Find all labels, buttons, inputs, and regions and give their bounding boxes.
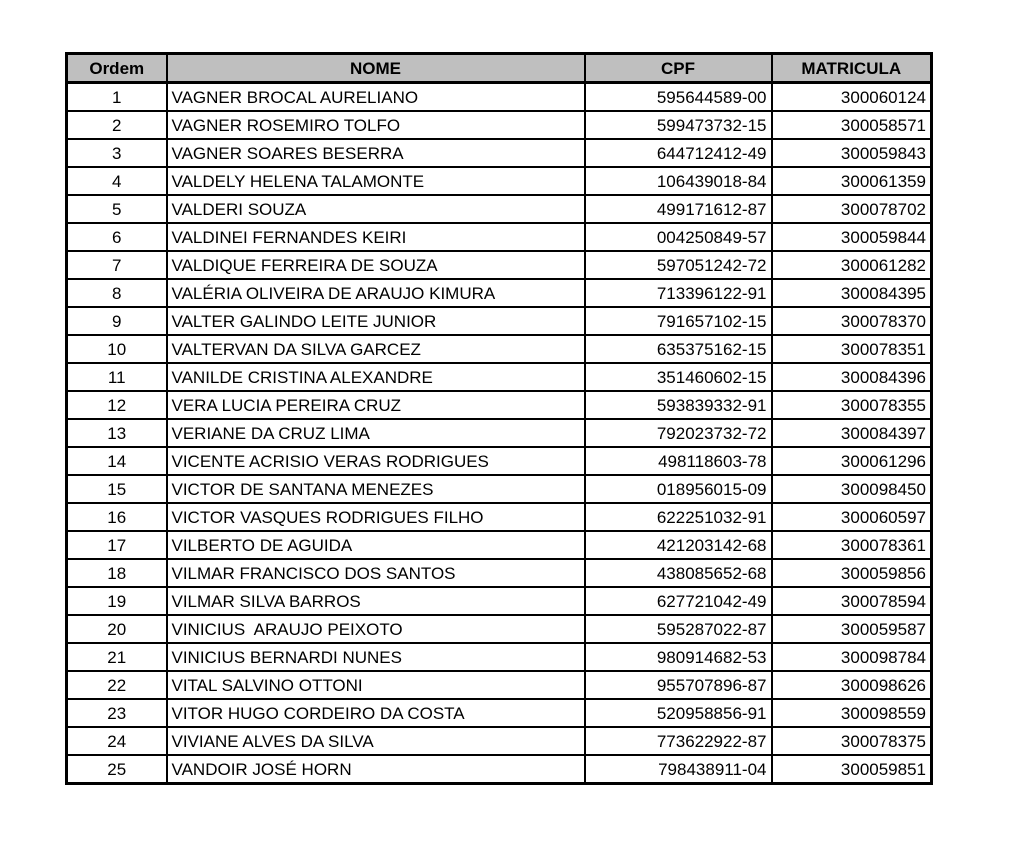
- table-row: [67, 699, 932, 727]
- cell-nome: VAGNER BROCAL AURELIANO: [167, 83, 585, 112]
- cell-cpf: 018956015-09: [585, 475, 772, 503]
- cell-ordem: 3: [67, 139, 167, 167]
- cell-ordem: 1: [67, 83, 167, 112]
- cell-matricula: 300060597: [772, 503, 932, 531]
- table-row: [67, 755, 932, 784]
- cell-matricula: 300059844: [772, 223, 932, 251]
- table-row: [67, 307, 932, 335]
- cell-nome: VAGNER ROSEMIRO TOLFO: [167, 111, 585, 139]
- column-header-ordem: Ordem: [67, 54, 167, 83]
- cell-ordem: 15: [67, 475, 167, 503]
- table-row: [67, 615, 932, 643]
- cell-ordem: 7: [67, 251, 167, 279]
- cell-cpf: 595644589-00: [585, 83, 772, 112]
- cell-matricula: 300061282: [772, 251, 932, 279]
- cell-nome: VALDIQUE FERREIRA DE SOUZA: [167, 251, 585, 279]
- cell-nome: VINICIUS BERNARDI NUNES: [167, 643, 585, 671]
- cell-ordem: 12: [67, 391, 167, 419]
- cell-matricula: 300078361: [772, 531, 932, 559]
- cell-cpf: 106439018-84: [585, 167, 772, 195]
- cell-nome: VALTERVAN DA SILVA GARCEZ: [167, 335, 585, 363]
- column-header-matricula: MATRICULA: [772, 54, 932, 83]
- cell-matricula: 300084396: [772, 363, 932, 391]
- cell-cpf: 498118603-78: [585, 447, 772, 475]
- cell-matricula: 300078594: [772, 587, 932, 615]
- cell-nome: VALTER GALINDO LEITE JUNIOR: [167, 307, 585, 335]
- cell-cpf: 627721042-49: [585, 587, 772, 615]
- cell-cpf: 644712412-49: [585, 139, 772, 167]
- table-row: [67, 363, 932, 391]
- table-row: [67, 223, 932, 251]
- cell-matricula: 300078351: [772, 335, 932, 363]
- cell-cpf: 955707896-87: [585, 671, 772, 699]
- table-row: [67, 139, 932, 167]
- cell-nome: VANDOIR JOSÉ HORN: [167, 755, 585, 784]
- cell-matricula: 300061359: [772, 167, 932, 195]
- table-row: [67, 447, 932, 475]
- cell-nome: VITOR HUGO CORDEIRO DA COSTA: [167, 699, 585, 727]
- column-header-nome: NOME: [167, 54, 585, 83]
- table-row: [67, 559, 932, 587]
- cell-nome: VILBERTO DE AGUIDA: [167, 531, 585, 559]
- cell-cpf: 791657102-15: [585, 307, 772, 335]
- cell-ordem: 14: [67, 447, 167, 475]
- cell-nome: VALÉRIA OLIVEIRA DE ARAUJO KIMURA: [167, 279, 585, 307]
- cell-matricula: 300078355: [772, 391, 932, 419]
- cell-matricula: 300078702: [772, 195, 932, 223]
- cell-nome: VALDERI SOUZA: [167, 195, 585, 223]
- cell-cpf: 792023732-72: [585, 419, 772, 447]
- cell-matricula: 300059851: [772, 755, 932, 784]
- header-row: [67, 54, 932, 83]
- cell-matricula: 300098450: [772, 475, 932, 503]
- cell-cpf: 798438911-04: [585, 755, 772, 784]
- cell-ordem: 25: [67, 755, 167, 784]
- cell-ordem: 22: [67, 671, 167, 699]
- table-row: [67, 671, 932, 699]
- table-row: [67, 391, 932, 419]
- table-row: [67, 643, 932, 671]
- cell-ordem: 5: [67, 195, 167, 223]
- cell-cpf: 595287022-87: [585, 615, 772, 643]
- table-row: [67, 251, 932, 279]
- cell-cpf: 599473732-15: [585, 111, 772, 139]
- table-body: [67, 83, 932, 784]
- cell-cpf: 004250849-57: [585, 223, 772, 251]
- table-row: [67, 475, 932, 503]
- cell-cpf: 597051242-72: [585, 251, 772, 279]
- cell-nome: VIVIANE ALVES DA SILVA: [167, 727, 585, 755]
- table-row: [67, 83, 932, 112]
- cell-cpf: 622251032-91: [585, 503, 772, 531]
- table-row: [67, 195, 932, 223]
- cell-matricula: 300061296: [772, 447, 932, 475]
- cell-matricula: 300059843: [772, 139, 932, 167]
- cell-matricula: 300098559: [772, 699, 932, 727]
- cell-ordem: 21: [67, 643, 167, 671]
- cell-ordem: 17: [67, 531, 167, 559]
- cell-matricula: 300084397: [772, 419, 932, 447]
- cell-nome: VINICIUS ARAUJO PEIXOTO: [167, 615, 585, 643]
- column-header-cpf: CPF: [585, 54, 772, 83]
- cell-ordem: 2: [67, 111, 167, 139]
- table-row: [67, 335, 932, 363]
- cell-nome: VALDELY HELENA TALAMONTE: [167, 167, 585, 195]
- cell-ordem: 11: [67, 363, 167, 391]
- table-row: [67, 419, 932, 447]
- cell-ordem: 9: [67, 307, 167, 335]
- cell-ordem: 6: [67, 223, 167, 251]
- cell-nome: VILMAR FRANCISCO DOS SANTOS: [167, 559, 585, 587]
- cell-nome: VERIANE DA CRUZ LIMA: [167, 419, 585, 447]
- cell-ordem: 23: [67, 699, 167, 727]
- cell-nome: VALDINEI FERNANDES KEIRI: [167, 223, 585, 251]
- cell-matricula: 300098784: [772, 643, 932, 671]
- cell-ordem: 10: [67, 335, 167, 363]
- table-row: [67, 531, 932, 559]
- table-row: [67, 727, 932, 755]
- table-row: [67, 167, 932, 195]
- table-row: [67, 503, 932, 531]
- cell-cpf: 635375162-15: [585, 335, 772, 363]
- cell-nome: VICTOR VASQUES RODRIGUES FILHO: [167, 503, 585, 531]
- cell-cpf: 520958856-91: [585, 699, 772, 727]
- cell-matricula: 300098626: [772, 671, 932, 699]
- cell-matricula: 300078370: [772, 307, 932, 335]
- cell-cpf: 713396122-91: [585, 279, 772, 307]
- cell-ordem: 20: [67, 615, 167, 643]
- cell-ordem: 13: [67, 419, 167, 447]
- table-row: [67, 279, 932, 307]
- cell-cpf: 438085652-68: [585, 559, 772, 587]
- table-header: [67, 54, 932, 83]
- cell-cpf: 773622922-87: [585, 727, 772, 755]
- cell-ordem: 8: [67, 279, 167, 307]
- table-row: [67, 587, 932, 615]
- cell-nome: VILMAR SILVA BARROS: [167, 587, 585, 615]
- cell-ordem: 16: [67, 503, 167, 531]
- cell-ordem: 24: [67, 727, 167, 755]
- cell-matricula: 300084395: [772, 279, 932, 307]
- roster-table: [65, 52, 933, 785]
- cell-ordem: 18: [67, 559, 167, 587]
- cell-nome: VICTOR DE SANTANA MENEZES: [167, 475, 585, 503]
- cell-matricula: 300059856: [772, 559, 932, 587]
- cell-cpf: 980914682-53: [585, 643, 772, 671]
- cell-cpf: 593839332-91: [585, 391, 772, 419]
- cell-matricula: 300058571: [772, 111, 932, 139]
- cell-cpf: 421203142-68: [585, 531, 772, 559]
- cell-ordem: 4: [67, 167, 167, 195]
- cell-matricula: 300059587: [772, 615, 932, 643]
- cell-matricula: 300078375: [772, 727, 932, 755]
- cell-matricula: 300060124: [772, 83, 932, 112]
- cell-nome: VANILDE CRISTINA ALEXANDRE: [167, 363, 585, 391]
- cell-nome: VICENTE ACRISIO VERAS RODRIGUES: [167, 447, 585, 475]
- cell-ordem: 19: [67, 587, 167, 615]
- table-row: [67, 111, 932, 139]
- cell-nome: VERA LUCIA PEREIRA CRUZ: [167, 391, 585, 419]
- cell-nome: VITAL SALVINO OTTONI: [167, 671, 585, 699]
- cell-cpf: 499171612-87: [585, 195, 772, 223]
- cell-cpf: 351460602-15: [585, 363, 772, 391]
- cell-nome: VAGNER SOARES BESERRA: [167, 139, 585, 167]
